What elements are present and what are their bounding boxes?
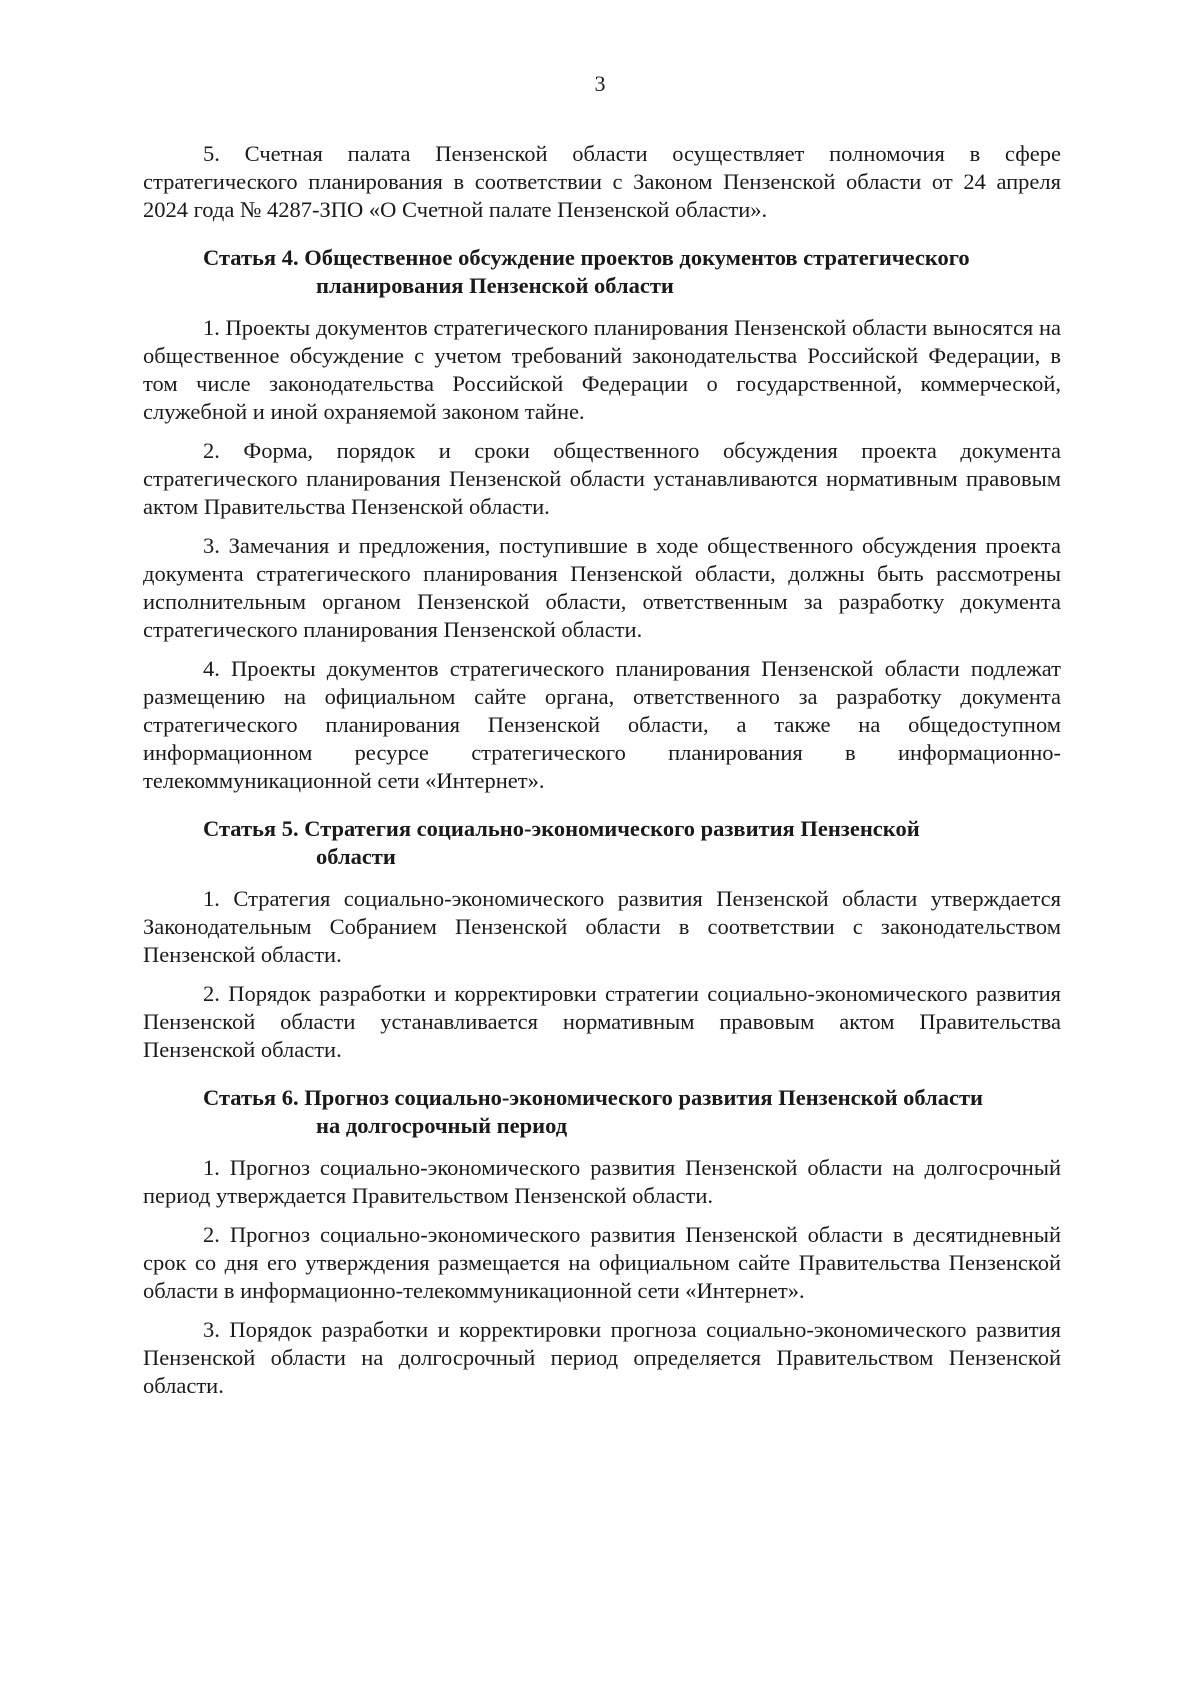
article-heading-line1: Статья 5. Стратегия социально-экономического развития Пензенской	[203, 816, 920, 841]
article-paragraph: 1. Проекты документов стратегического планирования Пензенской области выносятся на общественное обсуждение с учетом требований законодательства Российской Федерации, в том числе законодательства Российской Федерации о государственной, коммерческой, служебной и иной охраняемой законом тайне.	[143, 315, 1061, 424]
article-paragraph: 3. Порядок разработки и корректировки прогноза социально-экономического развития Пензенской области на долгосрочный период определяется Правительством Пензенской области.	[143, 1317, 1061, 1398]
article-paragraph: 2. Прогноз социально-экономического развития Пензенской области в десятидневный срок со дня его утверждения размещается на официальном сайте Правительства Пензенской области в информационно-телекоммуникационной сети «Интернет».	[143, 1222, 1061, 1303]
article-5	[143, 815, 1061, 1064]
page-number: 3	[594, 71, 606, 96]
article-paragraph: 1. Прогноз социально-экономического развития Пензенской области на долгосрочный период утверждается Правительством Пензенской области.	[143, 1155, 1061, 1208]
article-paragraph: 1. Стратегия социально-экономического развития Пензенской области утверждается Законодательным Собранием Пензенской области в соответствии с законодательством Пензенской области.	[143, 886, 1061, 967]
article-heading	[143, 815, 1061, 871]
article-heading-line2: планирования Пензенской области	[316, 273, 674, 298]
article-paragraph: 4. Проекты документов стратегического планирования Пензенской области подлежат размещению на официальном сайте органа, ответственного за разработку документа стратегического планирования Пензенской области, а также на общедоступном информационном ресурсе стратегического планирования в информационно-телекоммуникационной сети «Интернет».	[143, 656, 1061, 793]
article-heading	[143, 244, 1061, 300]
document-body	[143, 140, 1061, 1411]
article-paragraph: 2. Порядок разработки и корректировки стратегии социально-экономического развития Пензенской области устанавливается нормативным правовым актом Правительства Пензенской области.	[143, 981, 1061, 1062]
article-heading-line1: Статья 6. Прогноз социально-экономического развития Пензенской области	[203, 1085, 983, 1110]
article-heading	[143, 1084, 1061, 1140]
article-paragraph: 2. Форма, порядок и сроки общественного обсуждения проекта документа стратегического планирования Пензенской области устанавливаются нормативным правовым актом Правительства Пензенской области.	[143, 438, 1061, 519]
intro-paragraph: 5. Счетная палата Пензенской области осуществляет полномочия в сфере стратегического планирования в соответствии с Законом Пензенской области от 24 апреля 2024 года № 4287-ЗПО «О Счетной палате Пензенской области».	[143, 141, 1061, 222]
article-heading-line1: Статья 4. Общественное обсуждение проектов документов стратегического	[203, 245, 970, 270]
article-6	[143, 1084, 1061, 1400]
article-4	[143, 244, 1061, 795]
article-paragraph: 3. Замечания и предложения, поступившие в ходе общественного обсуждения проекта документа стратегического планирования Пензенской области, должны быть рассмотрены исполнительным органом Пензенской области, ответственным за разработку документа стратегического планирования Пензенской области.	[143, 533, 1061, 642]
article-heading-line2: на долгосрочный период	[316, 1113, 568, 1138]
article-heading-line2: области	[316, 844, 396, 869]
